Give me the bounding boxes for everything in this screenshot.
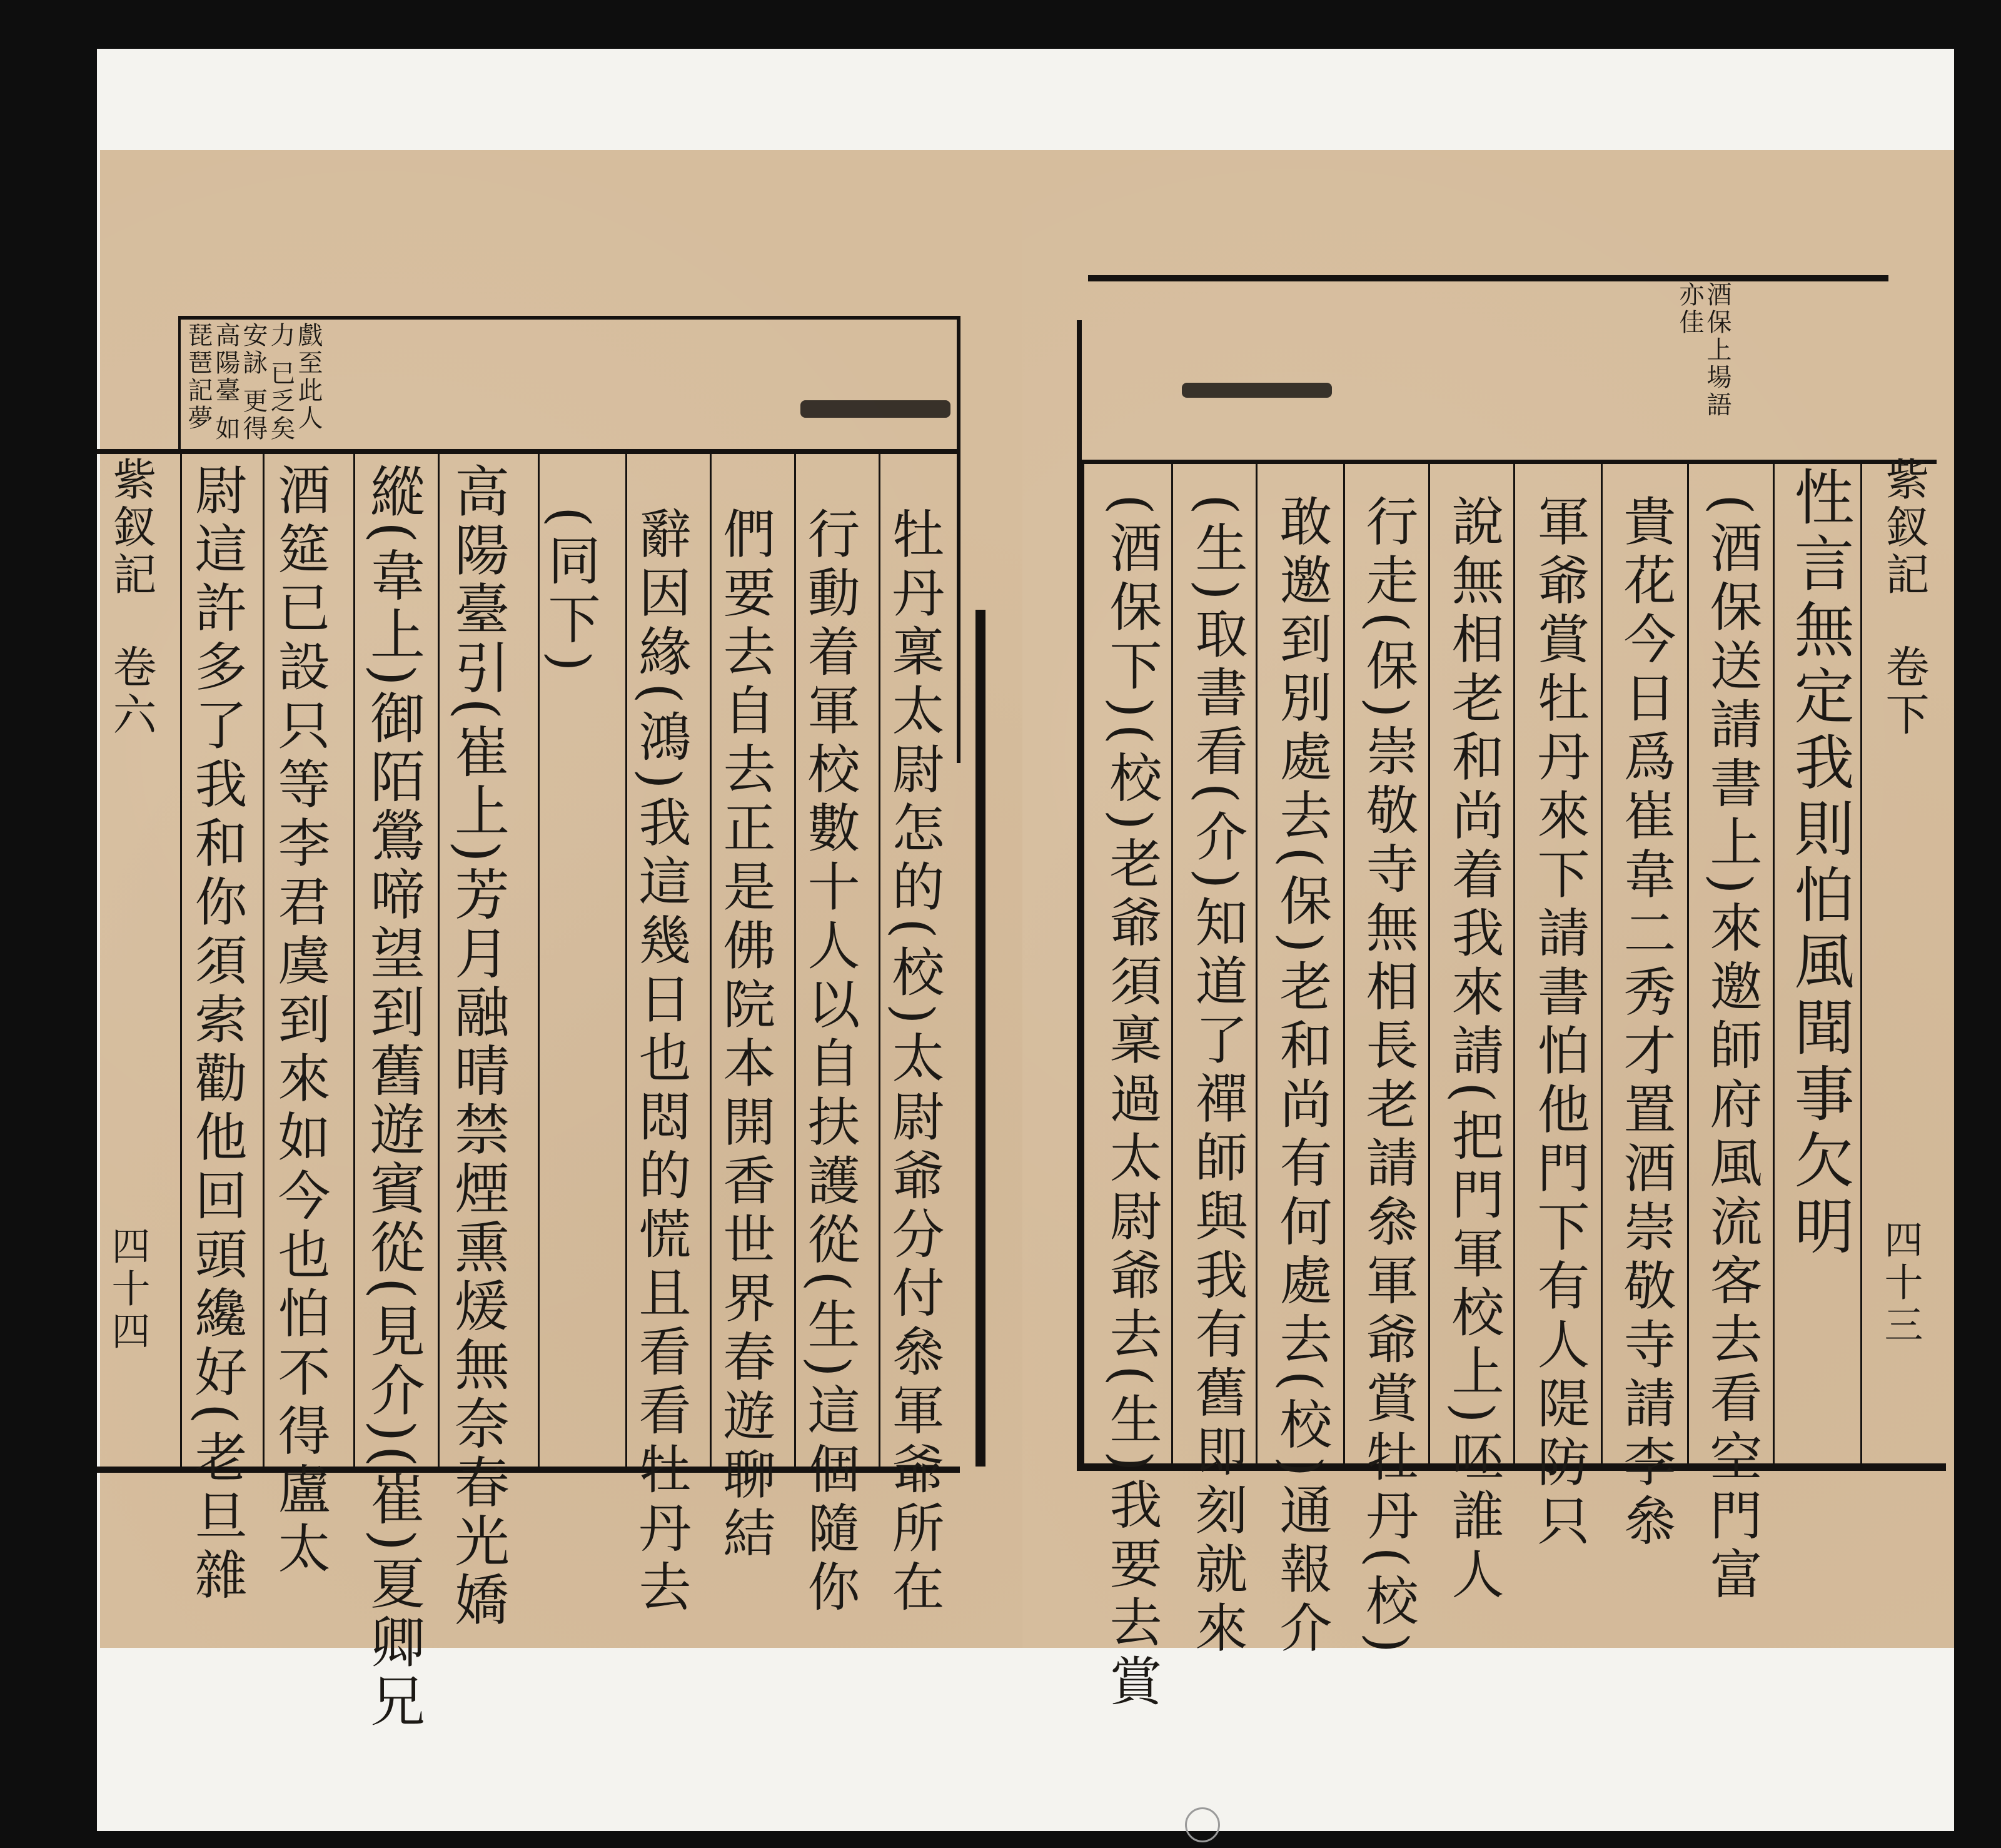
left-fishtail-title: 紫釵記: [106, 457, 157, 599]
library-seal-icon: [1185, 1807, 1220, 1842]
right-fishtail-title: 紫釵記: [1878, 457, 1930, 599]
right-folio-number: 四十三: [1878, 1219, 1923, 1347]
right-column-5: 說無相老和尚着我來請(把門軍校上)呸誰人: [1443, 494, 1505, 1606]
right-fishtail-volume: 卷下: [1878, 644, 1930, 739]
margin-note-line: 戲至此人力: [266, 322, 323, 432]
left-column-5: (同下): [540, 507, 601, 678]
right-column-2: (酒保送請書上)來邀師府風流客去看空門富: [1701, 494, 1763, 1606]
left-column-9: 尉這許多了我和你須索勸他回頭纔好(老旦雜: [186, 463, 248, 1607]
right-column-4: 軍爺賞牡丹來下請書怕他門下有人隄防只: [1529, 494, 1590, 1552]
margin-note-line: 如琵琶記夢: [184, 322, 240, 443]
left-column-2: 行動着軍校數十人以自扶護從(生)這個隨你: [799, 507, 860, 1618]
right-column-1: 性言無定我則怕風聞事欠明: [1785, 466, 1855, 1261]
margin-note-line: 亦佳: [1675, 281, 1704, 336]
left-column-3: 們要去自去正是佛院本開香世界春遊聊結: [715, 507, 776, 1565]
right-column-7: 敢邀到別處去(保)老和尚有何處去(校)通報介: [1271, 494, 1333, 1660]
left-folio-number: 四十四: [105, 1226, 151, 1353]
margin-note-line: 更得高陽臺: [211, 322, 268, 443]
left-column-8: 酒筵已設只等李君虞到來如今也怕不得盧太: [270, 463, 331, 1580]
right-column-8: (生)取書看(介)知道了禪師與我有舊即刻就來: [1187, 494, 1248, 1660]
left-fishtail-volume: 卷六: [106, 644, 157, 739]
left-margin-note: [184, 322, 322, 447]
left-column-1: 牡丹稟太尉怎的(校)太尉爺分付叅軍爺所在: [884, 507, 945, 1618]
left-column-4: 辭因緣(鴻)我這幾日也悶的慌且看看牡丹去: [630, 507, 692, 1618]
right-column-6: 行走(保)崇敬寺無相長老請叅軍爺賞牡丹(校): [1358, 494, 1419, 1660]
margin-note-line: 已乏矣安詠: [239, 322, 295, 443]
right-margin-note: [1676, 281, 1731, 444]
left-column-6: 高陽臺引(崔上)芳月融晴禁煙熏煖無奈春光嬌: [446, 463, 510, 1630]
margin-note-line: 酒保上場語: [1703, 281, 1731, 419]
right-column-9: (酒保下)(校)老爺須稟過太尉爺去(生)我要去賞: [1101, 494, 1162, 1713]
right-column-3: 貴花今日爲崔韋二秀才置酒崇敬寺請李叅: [1615, 494, 1676, 1552]
left-column-7: 縱(韋上)御陌鶯啼望到舊遊賓從(見介)(崔)夏卿兄: [361, 463, 426, 1731]
